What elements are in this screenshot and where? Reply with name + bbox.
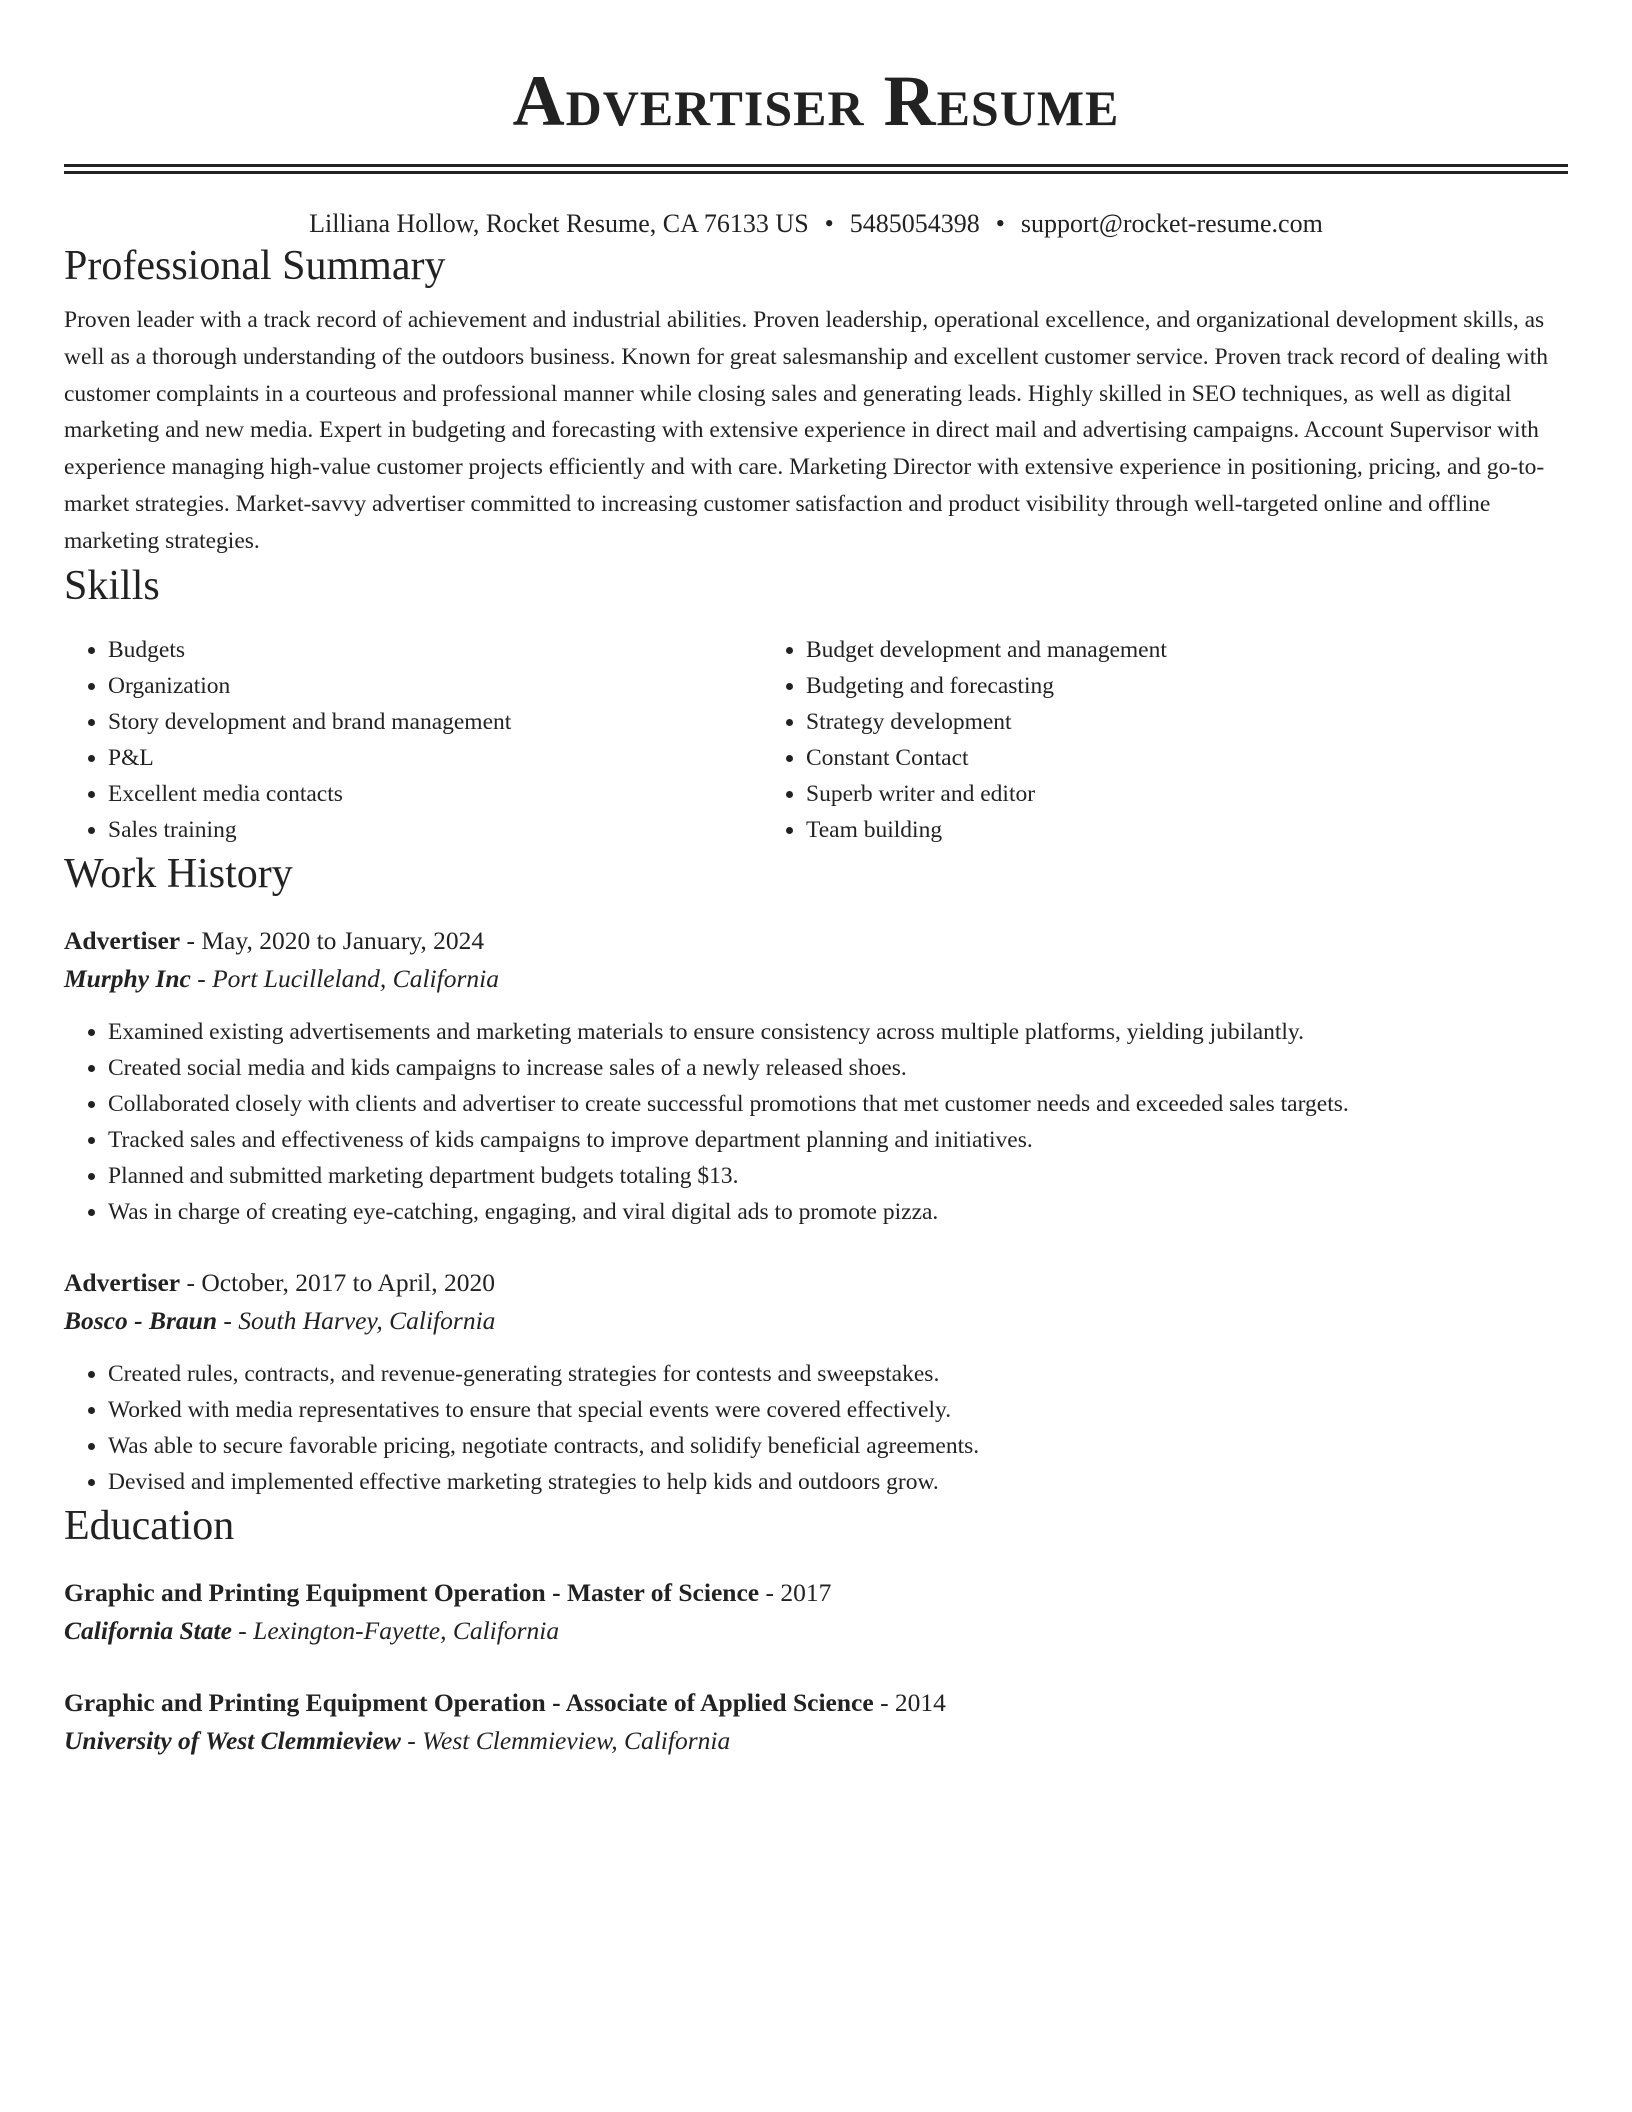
summary-heading: Professional Summary: [64, 243, 446, 289]
job-dates: - October, 2017 to April, 2020: [180, 1267, 495, 1297]
education-entry: [64, 1684, 1568, 1760]
job-bullet: • Collaborated closely with clients and advertiser to create successful promotions that met customer needs and exceeded sales targets.: [108, 1086, 1568, 1122]
skill-item: • P&L: [108, 740, 762, 776]
job-bullet: • Was able to secure favorable pricing, negotiate contracts, and solidify beneficial agreements.: [108, 1428, 1568, 1464]
skill-item: • Constant Contact: [806, 740, 1522, 776]
skill-item: • Excellent media contacts: [108, 776, 762, 812]
skills-heading: Skills: [64, 562, 160, 609]
contact-phone: 5485054398: [849, 209, 980, 238]
skill-item: • Sales training: [108, 812, 762, 848]
education-school: University of West Clemmieview: [64, 1725, 401, 1755]
education-year: - 2014: [873, 1687, 946, 1717]
job-bullet: • Was in charge of creating eye-catching, engaging, and viral digital ads to promote pizza.: [108, 1194, 1568, 1230]
job-title-line: [64, 922, 1568, 960]
job-role: Advertiser: [64, 1267, 181, 1297]
contact-email: support@rocket-resume.com: [1020, 209, 1323, 238]
contact-address: Lilliana Hollow, Rocket Resume, CA 76133 US: [309, 209, 809, 238]
job-bullets: [64, 1356, 1568, 1500]
job-bullet: • Examined existing advertisements and marketing materials to ensure consistency across multiple platforms, yielding jubilantly.: [108, 1014, 1568, 1050]
skills-list-right: [762, 632, 1522, 848]
education-degree: Graphic and Printing Equipment Operation - Master of Science: [64, 1577, 760, 1607]
job-entry: [64, 922, 1568, 1230]
job-role: Advertiser: [64, 925, 181, 955]
education-location: - West Clemmieview, California: [400, 1725, 731, 1755]
skill-item: • Organization: [108, 668, 762, 704]
education-school-line: [64, 1722, 1568, 1760]
skills-list-left: [64, 632, 762, 848]
skill-item: • Team building: [806, 812, 1522, 848]
education-degree-line: [64, 1684, 1568, 1722]
job-company-line: [64, 1302, 1568, 1340]
education-year: - 2017: [759, 1577, 832, 1607]
education-school: California State: [64, 1615, 232, 1645]
job-bullet: • Created rules, contracts, and revenue-generating strategies for contests and sweepstakes.: [108, 1356, 1568, 1392]
job-bullets: [64, 1014, 1568, 1230]
contact-line: [64, 208, 1568, 240]
skill-item: • Superb writer and editor: [806, 776, 1522, 812]
education-degree: Graphic and Printing Equipment Operation - Associate of Applied Science: [64, 1687, 874, 1717]
summary-text: Proven leader with a track record of achievement and industrial abilities. Proven leadership, operational excellence, and organizational development skills, as well as a thorough understanding of the outdoors business. Known for great salesmanship and excellent customer service. Proven track record of dealing with customer complaints in a courteous and professional manner while closing sales and generating leads. Highly skilled in SEO techniques, as well as digital marketing and new media. Expert in budgeting and forecasting with extensive experience in direct mail and advertising campaigns. Account Supervisor with experience managing high-value customer projects efficiently and with care. Marketing Director with extensive experience in positioning, pricing, and go-to-market strategies. Market-savvy advertiser committed to increasing customer satisfaction and product visibility through well-targeted online and offline marketing strategies.: [64, 307, 1549, 554]
contact-separator: •: [824, 209, 834, 238]
contact-separator: •: [995, 209, 1005, 238]
job-bullet: • Created social media and kids campaigns to increase sales of a newly released shoes.: [108, 1050, 1568, 1086]
education-location: - Lexington-Fayette, California: [231, 1615, 560, 1645]
education-school-line: [64, 1612, 1568, 1650]
education-entry: [64, 1574, 1568, 1650]
work-history-heading: Work History: [64, 850, 293, 897]
education-degree-line: [64, 1574, 1568, 1612]
job-dates: - May, 2020 to January, 2024: [180, 925, 485, 955]
job-company: Bosco - Braun: [64, 1305, 218, 1335]
education-heading: Education: [64, 1502, 235, 1549]
job-title-line: [64, 1264, 1568, 1302]
job-bullet: • Planned and submitted marketing department budgets totaling $13.: [108, 1158, 1568, 1194]
job-location: - South Harvey, California: [217, 1305, 496, 1335]
job-entry: [64, 1264, 1568, 1500]
resume-title: Advertiser Resume: [512, 61, 1120, 141]
job-bullet: • Worked with media representatives to ensure that special events were covered effectively.: [108, 1392, 1568, 1428]
skill-item: • Story development and brand management: [108, 704, 762, 740]
job-location: - Port Lucilleland, California: [190, 963, 499, 993]
skill-item: • Budget development and management: [806, 632, 1522, 668]
job-bullet: • Tracked sales and effectiveness of kids campaigns to improve department planning and initiatives.: [108, 1122, 1568, 1158]
skill-item: • Budgeting and forecasting: [806, 668, 1522, 704]
job-bullet: • Devised and implemented effective marketing strategies to help kids and outdoors grow.: [108, 1464, 1568, 1500]
skill-item: • Strategy development: [806, 704, 1522, 740]
skills-columns: [64, 632, 1568, 848]
job-company: Murphy Inc: [64, 963, 191, 993]
skill-item: • Budgets: [108, 632, 762, 668]
title-double-rule: [64, 164, 1568, 174]
job-company-line: [64, 960, 1568, 998]
